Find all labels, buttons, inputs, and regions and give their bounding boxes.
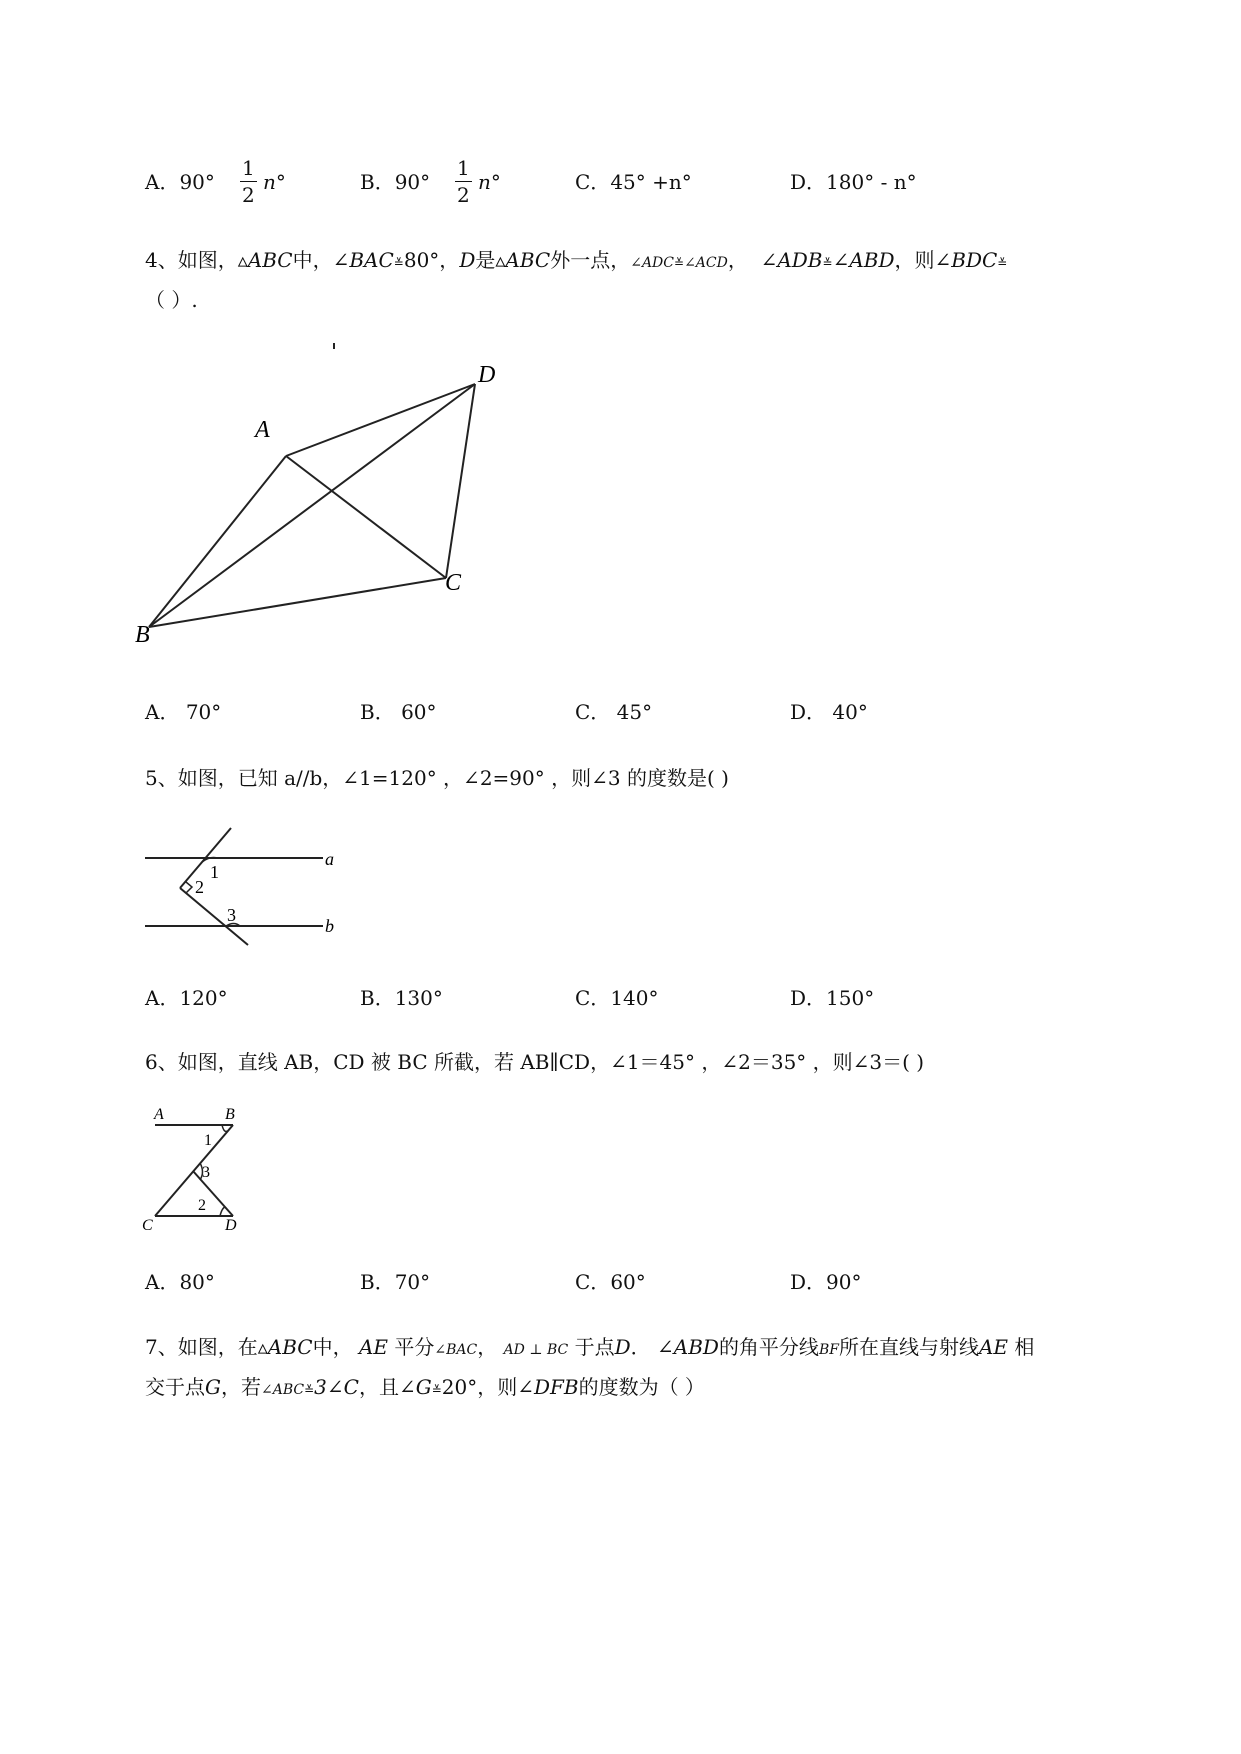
math-angle: ∠ABD (657, 1335, 719, 1359)
angle-2-arc (220, 1207, 225, 1216)
q4-option-d[interactable] (790, 702, 868, 722)
stem-text: 7、如图，在 (145, 1335, 258, 1359)
stem-text: ，则 (477, 1375, 518, 1399)
equals-glyph: ≚ (997, 256, 1008, 270)
option-label: B． (360, 170, 395, 194)
q6-option-d[interactable] (790, 1272, 862, 1292)
option-value: 90° (394, 170, 431, 194)
q5-stem: 5、如图，已知 a//b，∠1=120° ，∠2=90° ，则∠3 的度数是( ) (145, 766, 729, 790)
segment-ab (149, 456, 286, 627)
q7-stem-line-1 (145, 1337, 1034, 1357)
option-value: 70° (394, 1270, 431, 1294)
math-point: D (459, 248, 476, 272)
math-value: 20° (441, 1375, 478, 1399)
option-value: 45° (616, 700, 653, 724)
stem-text: 中， (312, 1335, 353, 1359)
math-segment: AE (978, 1335, 1008, 1359)
option-value: 120° (179, 986, 228, 1010)
option-value: 80° (179, 1270, 215, 1294)
stem-text: 于点 (574, 1335, 615, 1359)
angle-label-3: 3 (227, 905, 236, 925)
option-value: 140° (610, 986, 659, 1010)
point-label-d: D (478, 362, 496, 388)
option-value: 180° - n° (826, 170, 917, 194)
segment-ad (286, 384, 475, 456)
point-label-a: A (154, 1106, 164, 1123)
option-label: B． (360, 700, 395, 724)
option-value: 60° (401, 700, 437, 724)
equals-glyph: ≚ (431, 1383, 442, 1397)
stem-text: 交于点 (145, 1375, 205, 1399)
q4-stem-line-1 (145, 250, 1007, 270)
stem-text: 相 (1014, 1335, 1035, 1359)
math-triangle: ▵ABC (257, 1335, 313, 1359)
option-value: 60° (610, 1270, 646, 1294)
math-angle: ∠DFB (517, 1375, 579, 1399)
q6-option-b[interactable] (360, 1272, 430, 1292)
point-label-c: C (445, 570, 462, 596)
math-angle: ∠BAC (332, 248, 394, 272)
stem-text: 所在直线与射线 (838, 1335, 979, 1359)
stem-text: ，则 (894, 248, 935, 272)
option-value: 90° (826, 1270, 862, 1294)
math-angle: ∠ABD (832, 248, 895, 272)
equals-glyph: ≚ (674, 256, 685, 270)
math-angle: ∠G (398, 1375, 432, 1399)
option-label: A． (145, 700, 180, 724)
q5-option-d[interactable] (790, 988, 874, 1008)
q3-option-b-unit: n° (478, 170, 501, 194)
stem-text: 的角平分线 (718, 1335, 819, 1359)
option-value: 40° (832, 700, 868, 724)
equals-glyph: ≚ (393, 256, 404, 270)
math-angle: ∠ABC (260, 1382, 305, 1398)
option-label: C． (575, 1270, 611, 1294)
option-label: C． (575, 170, 611, 194)
math-segment: AE (358, 1335, 388, 1359)
fraction-numerator: 1 (242, 156, 255, 180)
math-angle: ∠ADC (630, 255, 674, 271)
q6-option-a[interactable] (145, 1272, 215, 1292)
math-angle: ∠BDC (934, 248, 998, 272)
option-value: 90° (179, 170, 215, 194)
option-label: B． (360, 1270, 395, 1294)
stem-text: ， (727, 248, 748, 272)
math-point: G (205, 1375, 221, 1399)
q3-option-b[interactable] (360, 172, 430, 192)
math-angle: ∠BAC (434, 1342, 478, 1358)
stem-text: 外一点， (550, 248, 631, 272)
option-label: D． (790, 986, 827, 1010)
option-label: A． (145, 170, 180, 194)
q4-option-b[interactable] (360, 702, 437, 722)
point-label-b: B (135, 622, 150, 648)
stem-text: 平分 (394, 1335, 435, 1359)
line-label-b: b (325, 916, 334, 936)
math-triangle: ▵ABC (495, 248, 551, 272)
line-label-a: a (325, 849, 334, 869)
equals-glyph: ≚ (822, 256, 833, 270)
q6-figure (140, 1100, 260, 1234)
math-angle: ∠ADB (760, 248, 823, 272)
q5-option-b[interactable] (360, 988, 443, 1008)
option-label: C． (575, 700, 611, 724)
q4-stem-line-2: （ ）. (145, 288, 198, 312)
transversal-lower (180, 888, 248, 945)
segment-ac (286, 456, 446, 578)
q3-option-a-fraction (240, 158, 257, 205)
math-angle: ∠ACD (684, 255, 728, 271)
option-label: C． (575, 986, 611, 1010)
right-angle-mark (186, 882, 192, 893)
stem-text: 4、如图， (145, 248, 238, 272)
q5-option-c[interactable] (575, 988, 659, 1008)
stem-text: ，且 (358, 1375, 399, 1399)
math-triangle: ▵ABC (237, 248, 293, 272)
fraction-denominator: 2 (457, 183, 470, 207)
segment-bd (149, 384, 475, 627)
option-label: D． (790, 700, 827, 724)
point-label-b: B (225, 1106, 235, 1123)
angle-label-2: 2 (195, 877, 204, 897)
q3-option-c[interactable] (575, 172, 692, 192)
segment-dc (446, 384, 475, 578)
stem-text: ． (630, 1335, 651, 1359)
segment-bc (149, 578, 446, 627)
option-value: 150° (826, 986, 875, 1010)
point-label-a: A (255, 417, 270, 443)
option-label: A． (145, 1270, 180, 1294)
q3-option-a[interactable] (145, 172, 215, 192)
q7-stem-line-2 (145, 1377, 705, 1397)
option-value: 45° +n° (610, 170, 692, 194)
angle-label-1: 1 (210, 862, 219, 882)
angle-label-1: 1 (204, 1132, 212, 1149)
equals-glyph: ≚ (304, 1383, 315, 1397)
option-label: D． (790, 170, 827, 194)
option-label: A． (145, 986, 180, 1010)
stem-text: ，若 (220, 1375, 261, 1399)
math-value: 80°， (403, 248, 460, 272)
q5-option-a[interactable] (145, 988, 228, 1008)
stem-text: ， (477, 1335, 498, 1359)
math-value: 3∠C (314, 1375, 359, 1399)
q3-option-b-fraction (455, 158, 472, 205)
q4-option-a[interactable] (145, 702, 221, 722)
point-label-c: C (142, 1217, 153, 1234)
option-label: B． (360, 986, 395, 1010)
q5-figure (140, 820, 350, 955)
stem-text: 是 (475, 248, 496, 272)
option-label: D． (790, 1270, 827, 1294)
stem-text: 的度数为（ ） (578, 1375, 705, 1399)
point-label-d: D (225, 1217, 237, 1234)
option-value: 70° (185, 700, 222, 724)
stem-text: 中， (292, 248, 333, 272)
q6-option-c[interactable] (575, 1272, 646, 1292)
q3-option-a-unit: n° (263, 170, 286, 194)
angle-label-3: 3 (202, 1164, 210, 1181)
fraction-denominator: 2 (242, 183, 255, 207)
math-point: D (614, 1335, 631, 1359)
q4-option-c[interactable] (575, 702, 652, 722)
angle-label-2: 2 (198, 1197, 206, 1214)
math-segment: BF (818, 1342, 839, 1358)
q6-stem: 6、如图，直线 AB，CD 被 BC 所截，若 AB∥CD，∠1＝45° ，∠2＝35° ，则∠3＝( ) (145, 1050, 925, 1074)
math-perpendicular: AD ⊥ BC (503, 1342, 569, 1358)
option-value: 130° (394, 986, 443, 1010)
q3-option-d[interactable] (790, 172, 917, 192)
fraction-numerator: 1 (457, 156, 470, 180)
q4-figure (135, 350, 520, 650)
